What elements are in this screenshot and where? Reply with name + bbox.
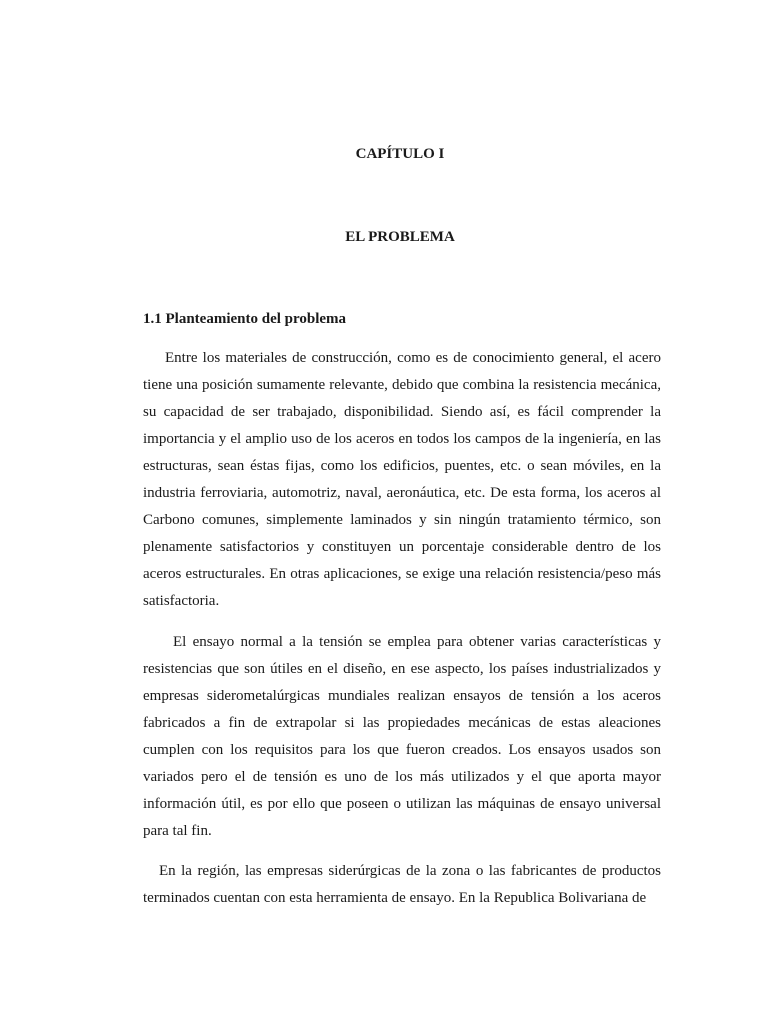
- section-heading: EL PROBLEMA: [345, 229, 455, 245]
- body-paragraph-1: Entre los materiales de construcción, como es de conocimiento general, el acero tiene una posición sumamente relevante, debido que combina la resistencia mecánica, su capacidad de ser trabajado, disponibilidad. Siendo así, es fácil comprender la importancia y el amplio uso de los aceros en todos los campos de la ingeniería, en las estructuras, sean éstas fijas, como los edificios, puentes, etc. o sean móviles, en la industria ferroviaria, automotriz, naval, aeronáutica, etc. De esta forma, los aceros al Carbono comunes, simplemente laminados y sin ningún tratamiento térmico, son plenamente satisfactorios y constituyen un porcentaje considerable dentro de los aceros estructurales. En otras aplicaciones, se exige una relación resistencia/peso más satisfactoria.: [143, 350, 661, 609]
- subsection-heading: 1.1 Planteamiento del problema: [143, 311, 347, 327]
- chapter-title: CAPÍTULO I: [355, 146, 445, 162]
- body-paragraph-3: En la región, las empresas siderúrgicas de la zona o las fabricantes de productos terminados cuentan con esta herramienta de ensayo. En la Republica Bolivariana de: [143, 863, 661, 906]
- body-paragraph-2: El ensayo normal a la tensión se emplea para obtener varias características y resistencias que son útiles en el diseño, en ese aspecto, los países industrializados y empresas siderometalúrgicas mundiales realizan ensayos de tensión a los aceros fabricados a fin de extrapolar si las propiedades mecánicas de estas aleaciones cumplen con los requisitos para los que fueron creados. Los ensayos usados son variados pero el de tensión es uno de los más utilizados y el que aporta mayor información útil, es por ello que poseen o utilizan las máquinas de ensayo universal para tal fin.: [143, 634, 661, 839]
